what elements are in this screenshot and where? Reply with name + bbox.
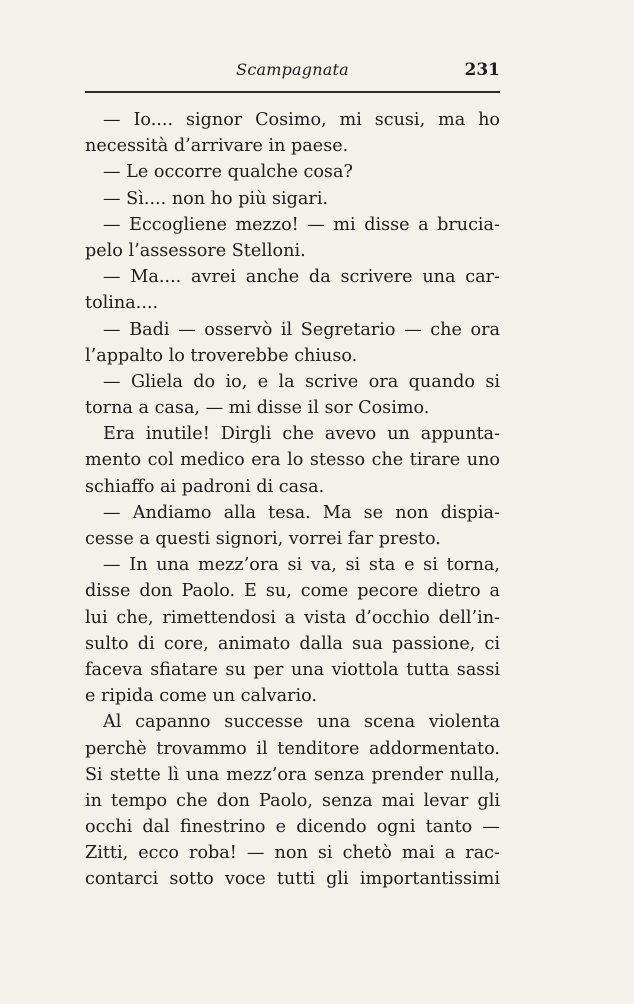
text-line: — Io.... signor Cosimo, mi scusi, ma ho — [103, 110, 500, 130]
text-line: schiaffo ai padroni di casa. — [85, 476, 325, 497]
text-line: in tempo che don Paolo, senza mai levar gli — [85, 790, 500, 811]
text-line: perchè trovammo il tenditore addormentato. — [85, 738, 500, 759]
text-line: sulto di core, animato dalla sua passione, ci — [85, 633, 500, 654]
text-line: Era inutile! Dirgli che avevo un appunta- — [103, 424, 500, 445]
text-line: necessità d’arrivare in paese. — [85, 136, 349, 157]
text-line: cesse a questi signori, vorrei far presto. — [85, 529, 441, 549]
text-line: lui che, rimettendosi a vista d’occhio dell’in- — [85, 607, 500, 628]
text-line: disse don Paolo. E su, come pecore dietro a — [85, 581, 500, 602]
text-line: — Gliela do io, e la scrive ora quando si — [103, 371, 500, 392]
text-line: — Ma.... avrei anche da scrivere una car- — [103, 267, 500, 288]
running-title: Scampagnata — [236, 60, 349, 79]
text-line: contarci sotto voce tutti gli importantissimi — [85, 869, 500, 890]
page-header — [85, 60, 500, 86]
text-line: mento col medico era lo stesso che tirare uno — [85, 450, 500, 471]
text-line: — Sì.... non ho più sigari. — [103, 188, 329, 209]
text-line: — Eccogliene mezzo! — mi disse a brucia- — [103, 214, 500, 235]
text-line: faceva sfiatare su per una viottola tutta sassi — [85, 659, 500, 680]
text-line: Si stette lì una mezz’ora senza prender nulla, — [85, 764, 500, 785]
text-line: Zitti, ecco roba! — non si chetò mai a rac- — [85, 843, 500, 864]
page-number: 231 — [464, 60, 500, 80]
text-line: torna a casa, — mi disse il sor Cosimo. — [85, 398, 430, 419]
text-line: — Badi — osservò il Segretario — che ora — [103, 319, 500, 340]
text-line: tolina.... — [85, 293, 159, 314]
text-line: l’appalto lo troverebbe chiuso. — [85, 345, 358, 366]
text-line: — In una mezz’ora si va, si sta e si torna, — [103, 555, 500, 576]
text-line: occhi dal finestrino e dicendo ogni tanto — — [85, 817, 500, 838]
text-line: Al capanno successe una scena violenta — [103, 712, 500, 733]
text-line: e ripida come un calvario. — [85, 686, 317, 707]
header-rule — [85, 91, 500, 93]
text-line: — Andiamo alla tesa. Ma se non dispia- — [103, 502, 500, 523]
text-line: pelo l’assessore Stelloni. — [85, 240, 306, 261]
body-text — [85, 107, 500, 893]
text-line: — Le occorre qualche cosa? — [103, 162, 353, 183]
